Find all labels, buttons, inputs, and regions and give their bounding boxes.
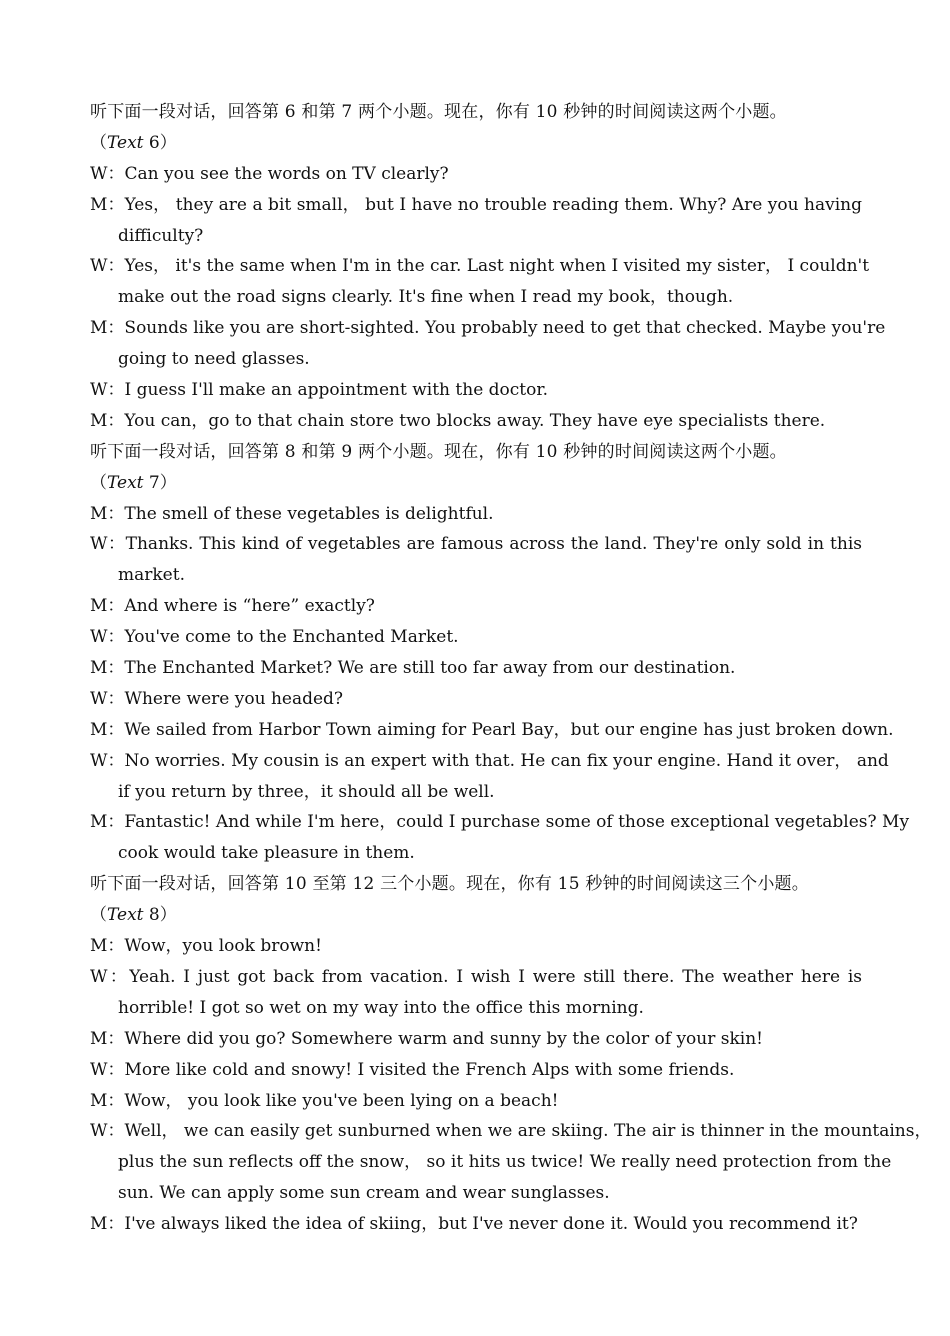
- dialogue-text: Yes， they are a bit small， but I have no trouble reading them. Why? Are you having: [124, 194, 862, 215]
- dialogue-line: [90, 838, 862, 869]
- speaker-label: M：: [90, 503, 125, 524]
- dialogue-turn: [90, 406, 862, 437]
- text-label: [90, 468, 862, 499]
- dialogue-turn: [90, 807, 910, 869]
- dialogue-line: [90, 653, 862, 684]
- dialogue-text: No worries. My cousin is an expert with that. He can fix your engine. Hand it over， and: [124, 750, 889, 771]
- speaker-label: M：: [90, 1090, 125, 1111]
- dialogue-text: Where were you headed?: [124, 688, 344, 709]
- dialogue-text: Yes， it's the same when I'm in the car. Last night when I visited my sister， I couldn't: [124, 256, 870, 277]
- dialogue-text: Where did you go? Somewhere warm and sunny by the color of your skin!: [124, 1028, 764, 1049]
- text-label-open: （: [90, 472, 107, 493]
- speaker-label: M：: [90, 596, 125, 617]
- speaker-label: W：: [90, 966, 130, 987]
- dialogue-text: Yeah. I just got back from vacation. I wish I were still there. The weather here is: [129, 966, 862, 987]
- speaker-label: W：: [90, 627, 125, 648]
- dialogue-line: [90, 591, 862, 622]
- dialogue-line: [90, 931, 862, 962]
- dialogue-line: [90, 777, 862, 808]
- speaker-label: W：: [90, 688, 125, 709]
- dialogue-text: difficulty?: [118, 225, 204, 246]
- dialogue-turn: [90, 622, 862, 653]
- speaker-label: M：: [90, 318, 125, 339]
- dialogue-text: Can you see the words on TV clearly?: [124, 163, 449, 184]
- dialogue-line: [90, 529, 862, 560]
- text-label: [90, 900, 862, 931]
- dialogue-turn: [90, 375, 862, 406]
- dialogue-turn: [90, 684, 862, 715]
- dialogue-text: You've come to the Enchanted Market.: [124, 627, 459, 648]
- dialogue-turn: [90, 1055, 862, 1086]
- dialogue-line: [90, 807, 910, 838]
- text-label-number: 8）: [143, 905, 177, 926]
- dialogue-text: The Enchanted Market? We are still too far away from our destination.: [124, 658, 736, 679]
- speaker-label: M：: [90, 194, 125, 215]
- dialogue-text: horrible! I got so wet on my way into the office this morning.: [118, 997, 644, 1018]
- dialogue-text: going to need glasses.: [118, 349, 310, 370]
- dialogue-turn: [90, 159, 862, 190]
- dialogue-line: [90, 993, 862, 1024]
- section-instruction: 听下面一段对话，回答第 6 和第 7 两个小题。现在，你有 10 秒钟的时间阅读这两个小题。: [90, 102, 787, 122]
- speaker-label: W：: [90, 380, 125, 401]
- speaker-label: M：: [90, 410, 125, 431]
- dialogue-text: I've always liked the idea of skiing，but I've never done it. Would you recommend it?: [124, 1214, 858, 1235]
- text-label: [90, 128, 862, 159]
- dialogue-turn: [90, 529, 862, 591]
- dialogue-line: [90, 344, 862, 375]
- dialogue-line: [90, 622, 862, 653]
- dialogue-line: [90, 251, 870, 282]
- dialogue-turn: [90, 653, 862, 684]
- speaker-label: M：: [90, 812, 125, 833]
- dialogue-line: [90, 962, 862, 993]
- speaker-label: W：: [90, 163, 125, 184]
- dialogue-turn: [90, 715, 894, 746]
- dialogue-line: [90, 499, 862, 530]
- speaker-label: W：: [90, 750, 125, 771]
- dialogue-turn: [90, 1209, 862, 1240]
- text-label-word: Text: [107, 472, 144, 493]
- dialogue-text: Sounds like you are short-sighted. You probably need to get that checked. Maybe you're: [124, 318, 886, 339]
- dialogue-line: [90, 406, 862, 437]
- dialogue-text: if you return by three，it should all be well.: [118, 781, 495, 802]
- speaker-label: W：: [90, 534, 126, 555]
- dialogue-line: [90, 282, 862, 313]
- dialogue-text: sun. We can apply some sun cream and wear sunglasses.: [118, 1183, 610, 1204]
- text-label-open: （: [90, 132, 107, 153]
- speaker-label: M：: [90, 719, 125, 740]
- section-instruction: 听下面一段对话，回答第 8 和第 9 两个小题。现在，你有 10 秒钟的时间阅读这两个小题。: [90, 441, 787, 462]
- dialogue-text: market.: [118, 565, 185, 586]
- dialogue-text: More like cold and snowy! I visited the French Alps with some friends.: [124, 1059, 735, 1080]
- dialogue-turn: [90, 1086, 862, 1117]
- dialogue-turn: [90, 746, 889, 808]
- section-instruction: 听下面一段对话，回答第 10 至第 12 三个小题。现在，你有 15 秒钟的时间阅读这三个小题。: [90, 874, 809, 895]
- dialogue-turn: [90, 1024, 862, 1055]
- dialogue-text: Fantastic! And while I'm here，could I purchase some of those exceptional vegetables? My: [124, 812, 910, 833]
- speaker-label: M：: [90, 936, 125, 957]
- dialogue-line: [90, 1086, 862, 1117]
- dialogue-line: [90, 1055, 862, 1086]
- dialogue-line: [90, 746, 889, 777]
- text-label-word: Text: [107, 132, 144, 153]
- dialogue-text: plus the sun reflects off the snow， so it hits us twice! We really need protection from the: [118, 1152, 892, 1173]
- text-label-number: 6）: [143, 132, 177, 153]
- dialogue-turn: [90, 251, 870, 313]
- dialogue-text: The smell of these vegetables is delightful.: [124, 503, 494, 524]
- dialogue-line: [90, 715, 894, 746]
- dialogue-line: [90, 1209, 862, 1240]
- dialogue-text: Wow， you look like you've been lying on a beach!: [124, 1090, 559, 1111]
- dialogue-line: [90, 1024, 862, 1055]
- dialogue-text: cook would take pleasure in them.: [118, 843, 415, 864]
- dialogue-line: [90, 375, 862, 406]
- listening-transcript: [90, 97, 932, 1240]
- dialogue-line: [90, 684, 862, 715]
- dialogue-line: [90, 159, 862, 190]
- dialogue-line: [90, 1116, 932, 1147]
- dialogue-turn: [90, 591, 862, 622]
- dialogue-turn: [90, 1116, 932, 1209]
- dialogue-line: [90, 560, 862, 591]
- text-label-open: （: [90, 905, 107, 926]
- dialogue-text: You can，go to that chain store two blocks away. They have eye specialists there.: [124, 410, 826, 431]
- dialogue-turn: [90, 931, 862, 962]
- dialogue-turn: [90, 499, 862, 530]
- dialogue-line: [90, 190, 862, 221]
- speaker-label: W：: [90, 1059, 125, 1080]
- speaker-label: M：: [90, 1028, 125, 1049]
- speaker-label: W：: [90, 256, 125, 277]
- speaker-label: W：: [90, 1121, 125, 1142]
- text-label-number: 7）: [143, 472, 177, 493]
- speaker-label: M：: [90, 658, 125, 679]
- dialogue-line: [90, 1147, 892, 1178]
- dialogue-text: I guess I'll make an appointment with the doctor.: [124, 380, 549, 401]
- dialogue-line: [90, 221, 862, 252]
- dialogue-turn: [90, 313, 886, 375]
- dialogue-line: [90, 1178, 862, 1209]
- dialogue-text: Thanks. This kind of vegetables are famous across the land. They're only sold in this: [125, 534, 862, 555]
- dialogue-line: [90, 313, 886, 344]
- dialogue-text: Wow，you look brown!: [124, 936, 322, 957]
- speaker-label: M：: [90, 1214, 125, 1235]
- dialogue-text: We sailed from Harbor Town aiming for Pearl Bay，but our engine has just broken down.: [124, 719, 894, 740]
- dialogue-turn: [90, 962, 862, 1024]
- dialogue-text: Well， we can easily get sunburned when we are skiing. The air is thinner in the mountains，: [124, 1121, 932, 1142]
- dialogue-text: make out the road signs clearly. It's fine when I read my book，though.: [118, 287, 734, 308]
- dialogue-turn: [90, 190, 862, 252]
- dialogue-text: And where is “here” exactly?: [124, 596, 375, 617]
- text-label-word: Text: [107, 905, 144, 926]
